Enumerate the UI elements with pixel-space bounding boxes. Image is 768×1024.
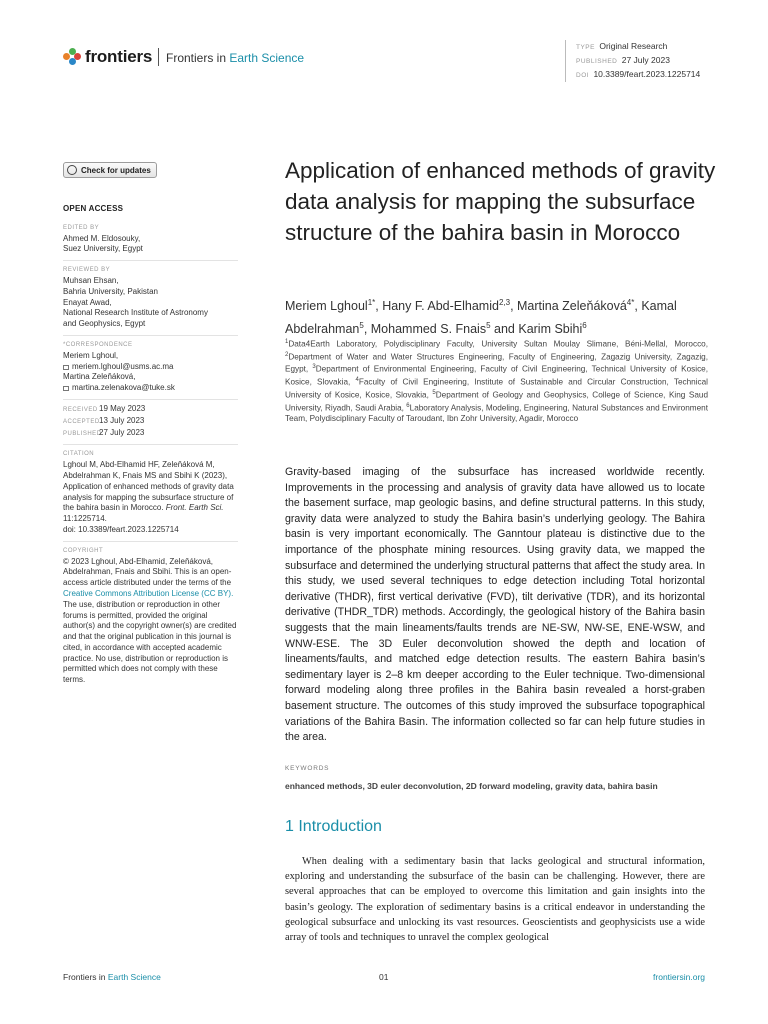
doi-label: DOI	[576, 72, 590, 79]
affiliation-text: Department of Water and Water Structures Engineering, Faculty of Engineering, Zagazig University, Zagazig, Egypt,	[285, 352, 708, 375]
article-title: Application of enhanced methods of gravity data analysis for mapping the subsurface structure of the bahira basin in Morocco	[285, 158, 716, 245]
author-name[interactable]: Kamal Abdelrahman	[285, 299, 677, 337]
author-affiliation-marker: 6	[582, 321, 587, 331]
citation-text: Lghoul M, Abd-Elhamid HF, Zeleňáková M, Abdelrahman K, Fnais MS and Sbihi K (2023), Application of enhanced methods of gravity data analysis for mapping the subsurface structure of the bahira basin in Morocco.	[63, 460, 234, 513]
citation-doi[interactable]: doi: 10.3389/feart.2023.1225714	[63, 524, 179, 534]
reviewed-by-label: REVIEWED BY	[63, 267, 111, 274]
article-meta	[565, 40, 700, 82]
affiliation-text: Laboratory Analysis, Modeling, Engineering, Natural Substances and Environment Team, Polydisciplinary Faculty of Taroudant, Ibn Zohr University, Agadir, Morocco	[285, 403, 708, 424]
header-divider	[158, 48, 159, 66]
open-access-label: OPEN ACCESS	[63, 204, 124, 213]
journal-name[interactable]	[166, 51, 304, 65]
affiliation-marker: 1	[285, 339, 289, 345]
divider	[63, 260, 238, 261]
type-label: TYPE	[576, 44, 595, 51]
affiliations	[285, 337, 708, 424]
published-value: 27 July 2023	[621, 55, 670, 65]
affiliation-marker: 3	[312, 364, 316, 371]
divider	[63, 335, 238, 336]
keywords-label: KEYWORDS	[285, 765, 330, 772]
keywords: enhanced methods, 3D euler deconvolution, 2D forward modeling, gravity data, bahira basin	[285, 781, 658, 791]
affiliation-text: Data4Earth Laboratory, Polydisciplinary Faculty, University Sultan Moulay Slimane, Béni-Mellal, Morocco,	[288, 339, 708, 349]
received-date: 19 May 2023	[99, 403, 146, 413]
check-updates-label: Check for updates	[81, 165, 151, 175]
type-value: Original Research	[599, 41, 668, 51]
author-separator: ,	[363, 322, 371, 337]
edited-by-label: EDITED BY	[63, 224, 100, 231]
author-separator: ,	[634, 299, 642, 314]
author-affiliation-marker: 5	[359, 321, 364, 331]
accepted-date: 13 July 2023	[99, 415, 145, 425]
frontiers-logo-icon	[63, 48, 81, 66]
correspondence-label: *CORRESPONDENCE	[63, 341, 133, 348]
author-name[interactable]: Mohammed S. Fnais	[370, 322, 487, 337]
author-name[interactable]: Hany F. Abd-Elhamid	[382, 299, 499, 314]
page-number: 01	[379, 972, 389, 982]
reviewer-line: and Geophysics, Egypt	[63, 319, 146, 329]
affiliation-marker: 4	[355, 377, 359, 384]
reviewer-line: Bahria University, Pakistan	[63, 286, 158, 296]
frontiers-logo[interactable]	[63, 47, 152, 67]
reviewer-line: Muhsan Ehsan,	[63, 275, 119, 285]
copyright-text: © 2023 Lghoul, Abd-Elhamid, Zeleňáková, Abdelrahman, Fnais and Sbihi. This is an open-access article distributed under the terms of the	[63, 556, 232, 588]
copyright-text: The use, distribution or reproduction in other forums is permitted, provided the original author(s) and the copyright owner(s) are credited and that the original publication in this journal is cited, in accordance with accepted academic practice. No use, distribution or reproduction is permitted which does not comply with these terms.	[63, 599, 237, 685]
author-name[interactable]: Karim Sbihi	[518, 322, 583, 337]
email-icon	[63, 365, 69, 370]
reviewer-line: National Research Institute of Astronomy	[63, 308, 208, 318]
license-link[interactable]: Creative Commons Attribution License (CC BY).	[63, 588, 234, 598]
published-label: PUBLISHED	[576, 58, 618, 65]
author-separator: ,	[510, 299, 518, 314]
email-icon	[63, 386, 69, 391]
corresponding-author: Martina Zeleňáková,	[63, 372, 136, 382]
received-label: RECEIVED	[63, 406, 98, 413]
corresponding-email[interactable]: martina.zelenakova@tuke.sk	[72, 383, 175, 393]
affiliation-marker: 6	[406, 402, 410, 409]
affiliation-marker: 5	[432, 389, 436, 396]
abstract: Gravity-based imaging of the subsurface has increased worldwide recently. Improvements in the processing and analysis of gravity data have allowed us to locate the basement surface, map geologic basins, and define structural patterns. In this study, gravity data were analyzed to study the Bahira basin’s underlying geology. The Bahira basin is very important economically. The Ganntour plateau is distinctive due to the importance of the phosphate mining resources. Using gravity data, we mapped the subsurface and determined the underlying structural patterns that affect the study area. In this study, we used several techniques to edge detection including Total horizontal derivative (THDR), first vertical derivative (FVD), tilt derivative (TDR), and its horizontal derivative (THDR_TDR) methods. Accordingly, the geological history of the Bahira basin suggests that the main lineaments/faults trends are NE-SW, NW-SE, ENE-WSW, and WNW-ESE. The 3D Euler deconvolution showed the depth and location of lineaments/faults, and matched edge detection results. The eastern Bahira basin’s sedimentary layer is 2–8 km deeper according to the Euler technique. Two-dimensional forward modeling along three profiles in the Bahira basin revealed a horst-graben basement structure. The outcomes of this study improved the subsurface topographical variations of the Bahira Basin. The information collected so far can help future studies in the area.	[285, 466, 705, 744]
reviewer-line: Enayat Awad,	[63, 297, 112, 307]
copyright-label: COPYRIGHT	[63, 547, 104, 554]
author-affiliation-marker: 4*	[626, 298, 635, 307]
sidebar	[63, 204, 238, 686]
published-label: PUBLISHED	[63, 430, 102, 437]
author-affiliation-marker: 2,3	[498, 298, 511, 307]
author-name[interactable]: Meriem Lghoul	[285, 299, 368, 314]
affiliation-marker: 2	[285, 351, 289, 358]
corresponding-email[interactable]: meriem.lghoul@usms.ac.ma	[72, 361, 174, 371]
citation-journal: Front. Earth Sci.	[165, 503, 224, 513]
editor-line: Suez University, Egypt	[63, 244, 143, 254]
citation-label: CITATION	[63, 451, 95, 458]
divider	[63, 541, 238, 542]
author-list	[285, 293, 710, 339]
author-affiliation-marker: 1*	[367, 298, 376, 307]
accepted-label: ACCEPTED	[63, 418, 100, 425]
journal-title: Earth Science	[229, 51, 305, 65]
author-separator: ,	[375, 299, 383, 314]
edited-by	[63, 234, 238, 256]
doi-value[interactable]: 10.3389/feart.2023.1225714	[593, 69, 701, 79]
copyright	[63, 557, 238, 687]
citation	[63, 460, 238, 536]
footer-site-link[interactable]: frontiersin.org	[653, 972, 705, 982]
section-heading: 1 Introduction	[285, 818, 382, 835]
affiliation-text: Department of Geology and Geophysics, College of Science, King Saud University, Riyadh, Saudi Arabia,	[285, 390, 708, 413]
affiliation-text: Faculty of Civil Engineering, Institute of Sustainable and Circular Construction, Technical University of Kosice, Kosice, Slovakia,	[285, 377, 708, 400]
check-for-updates-button[interactable]	[63, 162, 157, 178]
corresponding-author: Meriem Lghoul,	[63, 350, 119, 360]
footer-journal[interactable]	[63, 972, 161, 982]
footer-journal-name: Earth Science	[107, 972, 161, 982]
citation-volume: 11:1225714.	[63, 514, 107, 524]
footer-journal-prefix: Frontiers in	[63, 972, 108, 982]
refresh-icon	[67, 165, 77, 175]
affiliation-text: Department of Environmental Engineering, Faculty of Civil Engineering, Technical University of Kosice, Kosice, Slovakia,	[285, 365, 708, 387]
reviewed-by	[63, 276, 238, 330]
author-name[interactable]: Martina Zeleňáková	[517, 299, 627, 314]
editor-line: Ahmed M. Eldosouky,	[63, 233, 141, 243]
author-affiliation-marker: 5	[486, 321, 491, 331]
published-date: 27 July 2023	[99, 427, 145, 437]
journal-prefix: Frontiers in	[166, 51, 230, 65]
logo-text: frontiers	[85, 47, 153, 66]
introduction-text: When dealing with a sedimentary basin that lacks geological and structural information, exploring and understanding the subsurface of the basin can be challenging. However, there are several approaches that can be employed to overcome this limitation and gain insights into the basin’s geology. The exploration of sedimentary basins is a critical endeavor in understanding the geological subsurface and unlocking its vast resources. Geoscientists and geophysicists use a wide array of tools and techniques to unravel the complex geological	[285, 856, 705, 944]
author-separator: and	[490, 322, 519, 337]
divider	[63, 444, 238, 445]
divider	[63, 399, 238, 400]
